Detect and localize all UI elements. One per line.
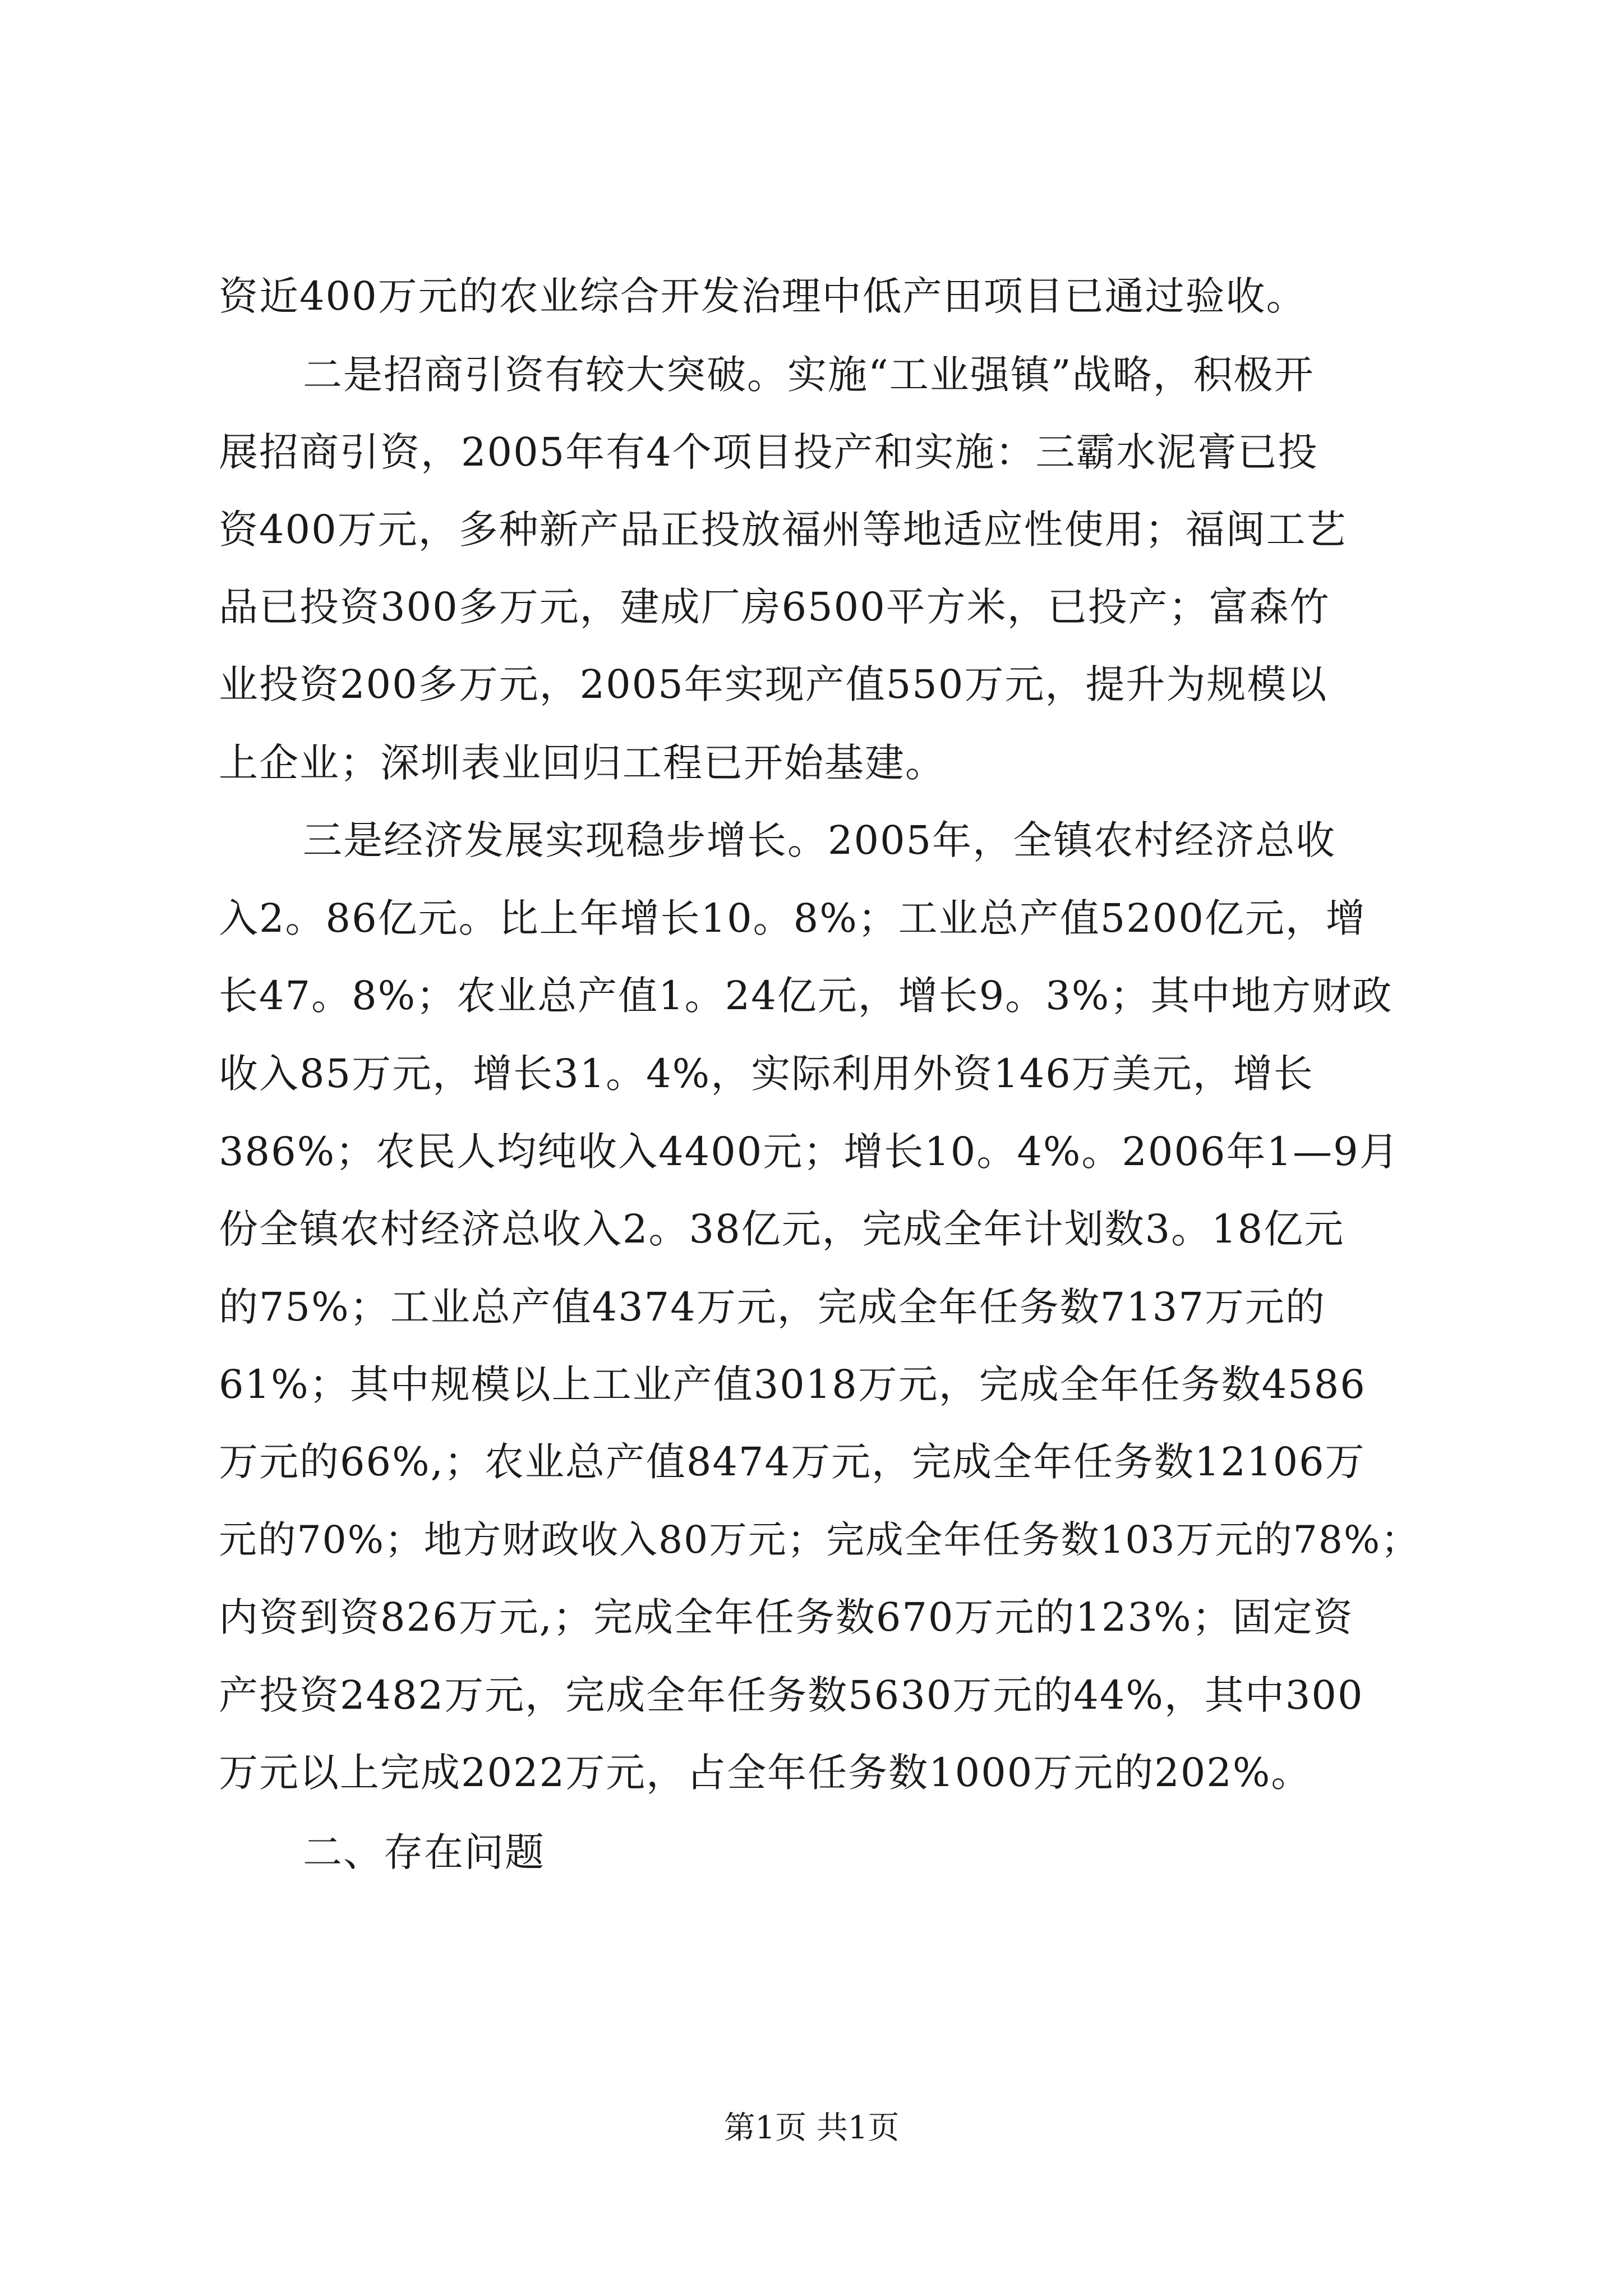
body-text-line: 长47。8%；农业总产值1。24亿元，增长9。3%；其中地方财政 xyxy=(219,973,1393,1019)
body-text-line: 上企业；深圳表业回归工程已开始基建。 xyxy=(219,740,946,786)
body-text-line: 61%；其中规模以上工业产值3018万元，完成全年任务数4586 xyxy=(219,1361,1366,1407)
body-text-line: 产投资2482万元，完成全年任务数5630万元的44%，其中300 xyxy=(219,1672,1364,1718)
page-footer: 第1页 共1页 xyxy=(723,2110,900,2146)
paragraph-first-line: 三是经济发展实现稳步增长。2005年，全镇农村经济总收 xyxy=(303,817,1336,863)
body-text-line: 的75%；工业总产值4374万元，完成全年任务数7137万元的 xyxy=(219,1284,1326,1330)
body-text-line: 业投资200多万元，2005年实现产值550万元，提升为规模以 xyxy=(219,661,1328,707)
body-text-line: 入2。86亿元。比上年增长10。8%；工业总产值5200亿元，增 xyxy=(219,895,1366,941)
section-heading: 二、存在问题 xyxy=(303,1829,545,1875)
body-text-line: 收入85万元，增长31。4%，实际利用外资146万美元，增长 xyxy=(219,1051,1314,1097)
body-text-line: 份全镇农村经济总收入2。38亿元，完成全年计划数3。18亿元 xyxy=(219,1206,1345,1252)
paragraph-first-line: 二是招商引资有较大突破。实施“工业强镇”战略，积极开 xyxy=(303,352,1315,398)
body-text-line: 386%；农民人均纯收入4400元；增长10。4%。2006年1—9月 xyxy=(219,1129,1400,1175)
body-text-line: 元的70%；地方财政收入80万元；完成全年任务数103万元的78%； xyxy=(219,1517,1420,1562)
body-text-line: 万元以上完成2022万元，占全年任务数1000万元的202%。 xyxy=(219,1750,1312,1796)
body-text-line: 内资到资826万元,；完成全年任务数670万元的123%；固定资 xyxy=(219,1594,1354,1640)
body-text-line: 展招商引资，2005年有4个项目投产和实施：三霸水泥膏已投 xyxy=(219,429,1318,475)
body-text-line: 资近400万元的农业综合开发治理中低产田项目已通过验收。 xyxy=(219,273,1307,319)
body-text-line: 资400万元，多种新产品正投放福州等地适应性使用；福闽工艺 xyxy=(219,507,1347,553)
body-text-line: 万元的66%,；农业总产值8474万元，完成全年任务数12106万 xyxy=(219,1439,1366,1485)
body-text-line: 品已投资300多万元，建成厂房6500平方米，已投产；富森竹 xyxy=(219,584,1330,630)
